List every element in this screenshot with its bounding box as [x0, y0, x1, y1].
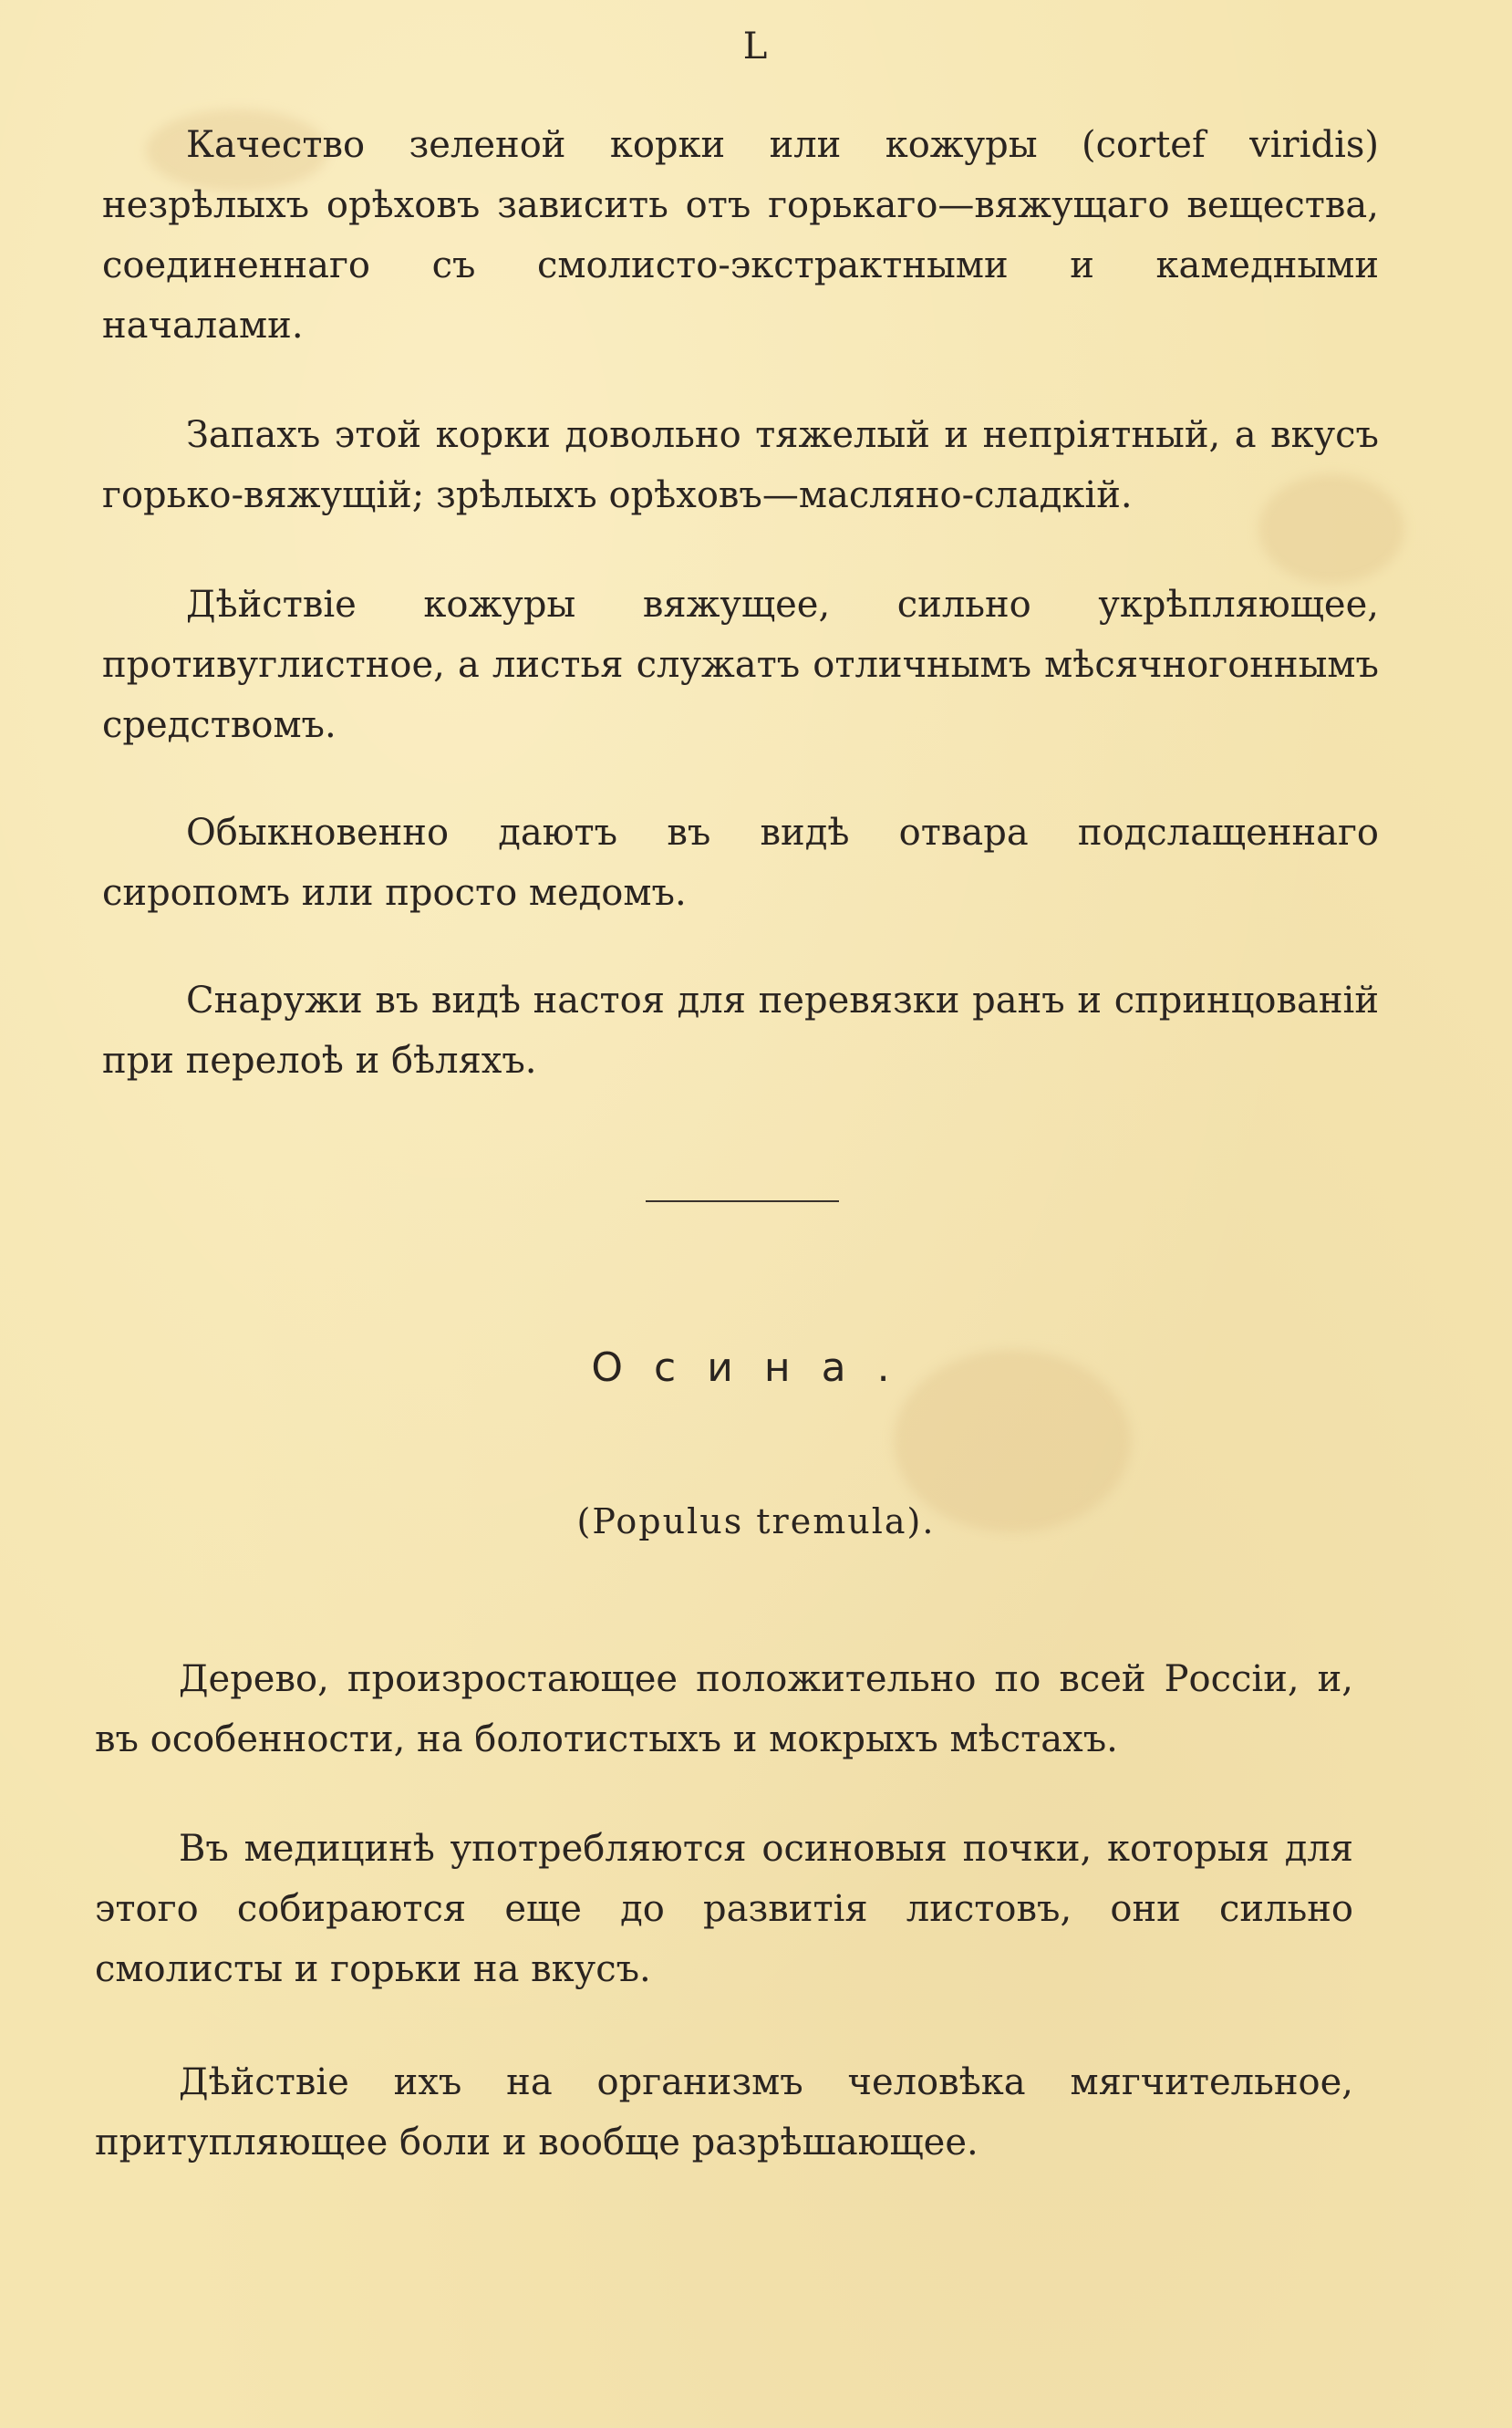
- latin-name: (Populus tremula).: [576, 1501, 936, 1541]
- paragraph: Запахъ этой корки довольно тяжелый и непріятный, а вкусъ горько-вяжущій; зрѣлыхъ орѣховъ—масляно-сладкій.: [102, 414, 1379, 516]
- paragraph: Дерево, произростающее положительно по всей Россіи, и, въ особенности, на болотистыхъ и мокрыхъ мѣстахъ.: [95, 1658, 1353, 1760]
- section-body: [95, 1819, 1353, 1999]
- paragraph: Дѣйствіе кожуры вяжущее, сильно укрѣпляющее, противуглистное, а листья служатъ отличнымъ мѣсячногоннымъ средствомъ.: [102, 584, 1379, 746]
- paragraph: Качество зеленой корки или кожуры (cortef viridis) незрѣлыхъ орѣховъ зависить отъ горькаго—вяжущаго вещества, соединеннаго съ смолисто-экстрактными и камедными началами.: [102, 124, 1379, 347]
- paragraph: Въ медицинѣ употребляются осиновыя почки, которыя для этого собираются еще до развитія листовъ, они сильно смолисты и горьки на вкусъ.: [95, 1828, 1353, 1990]
- section-divider: [646, 1200, 839, 1202]
- section-body: [95, 1649, 1353, 1769]
- paragraph: Обыкновенно даютъ въ видѣ отвара подслащеннаго сиропомъ или просто медомъ.: [102, 812, 1379, 914]
- section-body: [102, 803, 1379, 923]
- section-body: [102, 405, 1379, 525]
- section-title: Осина.: [591, 1344, 921, 1391]
- paragraph: Снаружи въ видѣ настоя для перевязки ранъ и спринцованій при перелоѣ и бѣляхъ.: [102, 980, 1379, 1082]
- section-body: [102, 115, 1379, 356]
- page-number: L: [742, 26, 770, 67]
- paragraph: Дѣйствіе ихъ на организмъ человѣка мягчительное, притупляющее боли и вообще разрѣшающее.: [95, 2061, 1353, 2163]
- section-body: [95, 2052, 1353, 2173]
- section-body: [102, 970, 1379, 1091]
- section-body: [102, 575, 1379, 755]
